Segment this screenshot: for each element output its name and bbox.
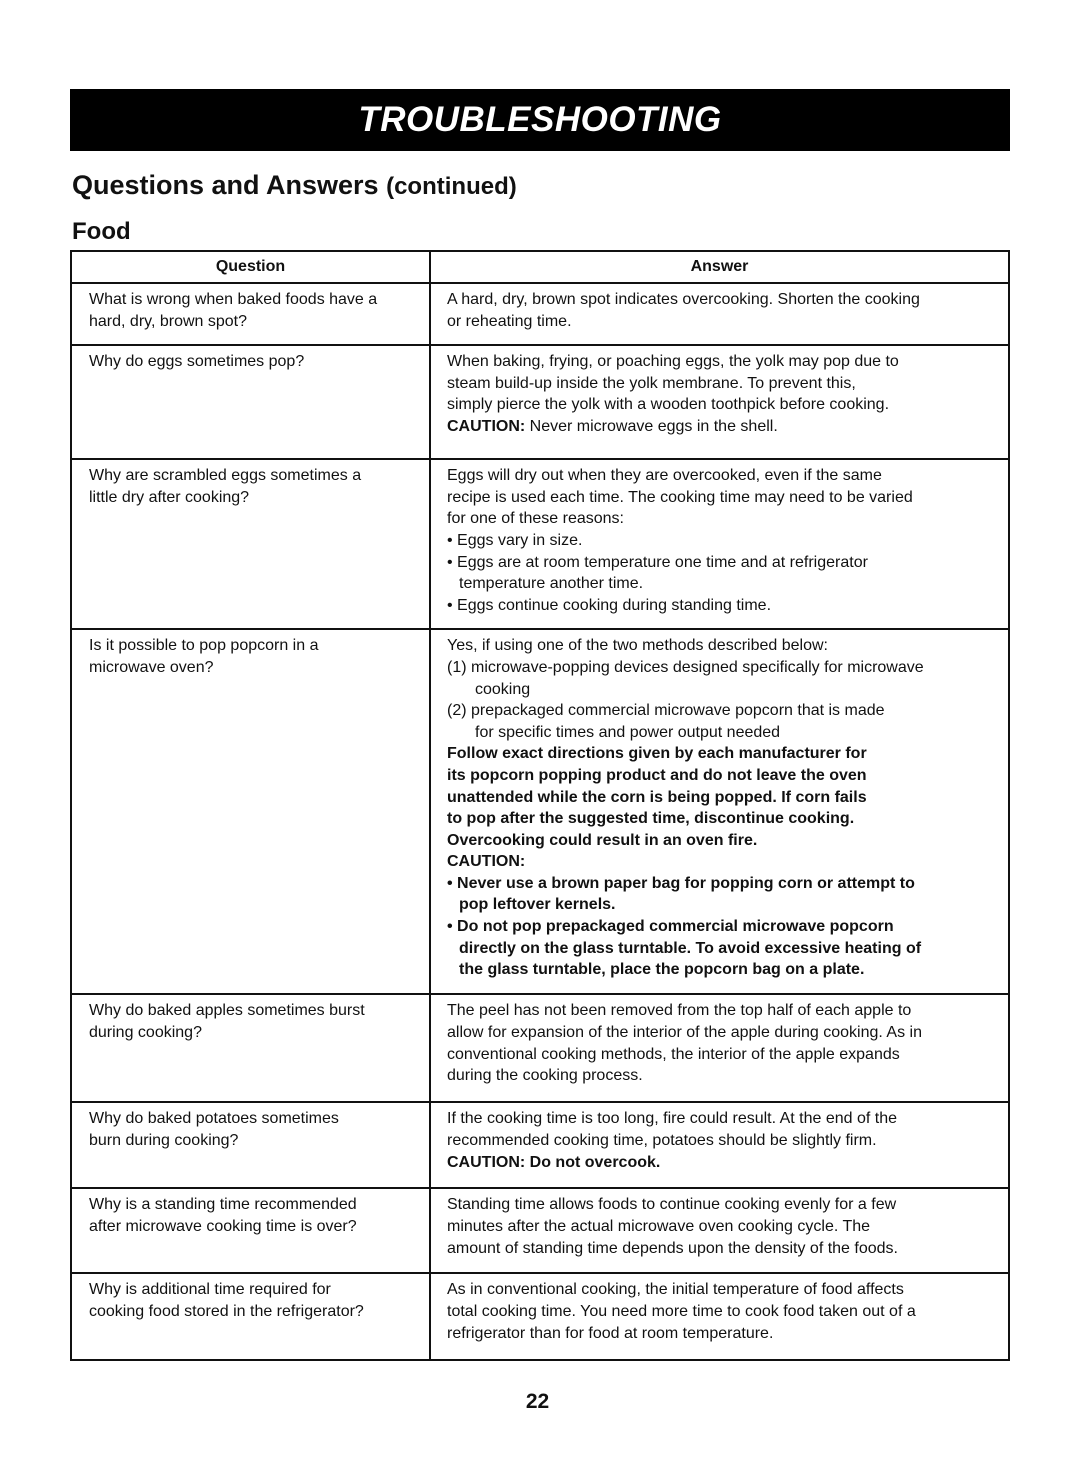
answer-cell	[430, 629, 1009, 994]
caution-bullet-continuation: pop leftover kernels.	[459, 896, 616, 914]
answer-line: conventional cooking methods, the interior of the apple expands	[447, 1045, 900, 1063]
question-line: Why do eggs sometimes pop?	[89, 353, 305, 371]
question-cell	[71, 1102, 430, 1188]
bullet-item: • Eggs vary in size.	[447, 531, 583, 549]
answer-cell	[430, 994, 1009, 1102]
question-line: Why is additional time required for	[89, 1281, 331, 1299]
answer-line: simply pierce the yolk with a wooden toothpick before cooking.	[447, 396, 890, 414]
table-header-row	[71, 251, 1009, 283]
banner-title: TROUBLESHOOTING	[358, 100, 722, 139]
numbered-item: (1) microwave-popping devices designed specifically for microwave	[447, 658, 924, 676]
caution-bullet-continuation: directly on the glass turntable. To avoid excessive heating of	[459, 939, 922, 957]
answer-line: minutes after the actual microwave oven cooking cycle. The	[447, 1217, 871, 1235]
answer-line: A hard, dry, brown spot indicates overcooking. Shorten the cooking	[447, 291, 920, 308]
table-row	[71, 283, 1009, 345]
answer-line: Eggs will dry out when they are overcooked, even if the same	[447, 467, 882, 485]
question-line: after microwave cooking time is over?	[89, 1217, 357, 1235]
warning-line: Follow exact directions given by each manufacturer for	[447, 745, 867, 763]
answer-line: Yes, if using one of the two methods described below:	[447, 637, 828, 655]
table-row	[71, 1273, 1009, 1360]
question-line: cooking food stored in the refrigerator?	[89, 1302, 364, 1320]
question-line: Is it possible to pop popcorn in a	[89, 637, 319, 655]
numbered-item-continuation: for specific times and power output needed	[475, 723, 781, 741]
caution-text: Never microwave eggs in the shell.	[525, 417, 778, 435]
caution-line	[447, 416, 1002, 438]
answer-line: Standing time allows foods to continue cooking evenly for a few	[447, 1196, 897, 1214]
section-title-main: Questions and Answers	[72, 170, 379, 200]
warning-line: unattended while the corn is being popped. If corn fails	[447, 788, 867, 806]
question-cell	[71, 459, 430, 629]
table-row	[71, 629, 1009, 994]
question-line: little dry after cooking?	[89, 488, 250, 506]
answer-line: or reheating time.	[447, 312, 572, 330]
bullet-item: • Eggs are at room temperature one time and at refrigerator	[447, 553, 868, 571]
caution-label: CAUTION:	[447, 853, 526, 871]
section-title	[72, 170, 517, 201]
bullet-item: • Eggs continue cooking during standing time.	[447, 596, 772, 614]
page-number: 22	[525, 1390, 550, 1413]
answer-cell	[430, 1188, 1009, 1273]
question-line: What is wrong when baked foods have a	[89, 291, 378, 308]
answer-line: during the cooking process.	[447, 1067, 643, 1085]
question-cell	[71, 283, 430, 345]
answer-line: refrigerator than for food at room temperature.	[447, 1324, 774, 1342]
caution-label: CAUTION:	[447, 417, 526, 435]
answer-line: for one of these reasons:	[447, 510, 624, 528]
answer-line: amount of standing time depends upon the density of the foods.	[447, 1239, 898, 1257]
question-line: Why do baked apples sometimes burst	[89, 1002, 365, 1020]
subsection-title: Food	[72, 218, 131, 245]
question-cell	[71, 1188, 430, 1273]
bullet-item-continuation: temperature another time.	[459, 575, 644, 593]
answer-cell	[430, 459, 1009, 629]
answer-line: As in conventional cooking, the initial temperature of food affects	[447, 1281, 904, 1299]
answer-cell	[430, 345, 1009, 459]
caution-bullet: • Never use a brown paper bag for popping corn or attempt to	[447, 874, 915, 892]
question-line: Why do baked potatoes sometimes	[89, 1110, 339, 1128]
question-column-header: Question	[71, 251, 430, 283]
question-line: microwave oven?	[89, 658, 214, 676]
table-row	[71, 1188, 1009, 1273]
troubleshooting-banner	[70, 89, 1010, 151]
answer-line: The peel has not been removed from the top half of each apple to	[447, 1002, 912, 1020]
answer-cell	[430, 1102, 1009, 1188]
qa-table	[70, 250, 1010, 1361]
answer-line: recipe is used each time. The cooking time may need to be varied	[447, 488, 913, 506]
numbered-item: (2) prepackaged commercial microwave popcorn that is made	[447, 702, 885, 720]
answer-line: steam build-up inside the yolk membrane. To prevent this,	[447, 374, 856, 392]
warning-line: to pop after the suggested time, discontinue cooking.	[447, 810, 855, 828]
question-cell	[71, 1273, 430, 1360]
question-line: burn during cooking?	[89, 1131, 239, 1149]
caution-bullet-continuation: the glass turntable, place the popcorn bag on a plate.	[459, 961, 865, 979]
question-line: Why is a standing time recommended	[89, 1196, 357, 1214]
warning-line: Overcooking could result in an oven fire.	[447, 831, 758, 849]
answer-line: If the cooking time is too long, fire could result. At the end of the	[447, 1110, 898, 1128]
answer-column-header: Answer	[430, 251, 1009, 283]
caution-line: CAUTION: Do not overcook.	[447, 1153, 661, 1171]
numbered-item-continuation: cooking	[475, 680, 531, 698]
table-row	[71, 994, 1009, 1102]
answer-line: allow for expansion of the interior of the apple during cooking. As in	[447, 1023, 922, 1041]
table-row	[71, 459, 1009, 629]
warning-line: its popcorn popping product and do not leave the oven	[447, 766, 867, 784]
caution-bullet: • Do not pop prepackaged commercial microwave popcorn	[447, 918, 894, 936]
table-row	[71, 345, 1009, 459]
answer-cell	[430, 1273, 1009, 1360]
table-row	[71, 1102, 1009, 1188]
question-line: hard, dry, brown spot?	[89, 312, 248, 330]
question-cell	[71, 629, 430, 994]
question-cell	[71, 994, 430, 1102]
answer-line: total cooking time. You need more time to cook food taken out of a	[447, 1302, 916, 1320]
section-title-suffix: (continued)	[386, 173, 517, 200]
answer-line: When baking, frying, or poaching eggs, the yolk may pop due to	[447, 353, 899, 371]
question-cell	[71, 345, 430, 459]
question-line: Why are scrambled eggs sometimes a	[89, 467, 362, 485]
answer-line: recommended cooking time, potatoes should be slightly firm.	[447, 1131, 877, 1149]
question-line: during cooking?	[89, 1023, 202, 1041]
answer-cell	[430, 283, 1009, 345]
